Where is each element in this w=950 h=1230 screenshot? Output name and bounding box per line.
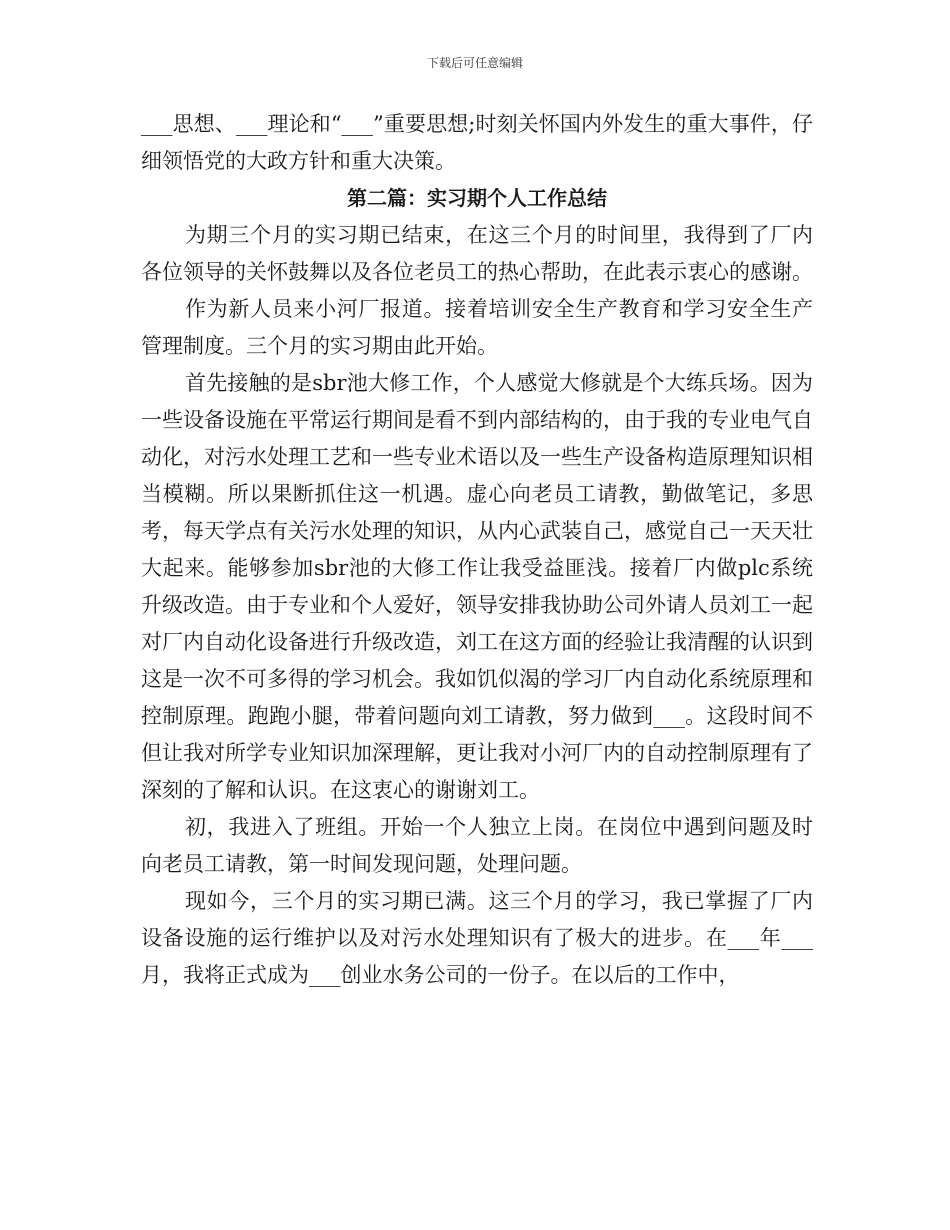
paragraph-conclusion: 现如今，三个月的实习期已满。这三个月的学习，我已掌握了厂内设备设施的运行维护以及对污水处理知识有了极大的进步。在___年___月，我将正式成为___创业水务公司的一份子。在以后的工作中， [141, 889, 813, 987]
header-note: 下载后可任意编辑 [426, 56, 523, 70]
paragraph-intro: 为期三个月的实习期已结束，在这三个月的时间里，我得到了厂内各位领导的关怀鼓舞以及各位老员工的热心帮助，在此表示衷心的感谢。 [141, 223, 813, 284]
section-heading: 第二篇：实习期个人工作总结 [347, 186, 607, 210]
paragraph-continuation: ___思想、___理论和“___”重要思想;时刻关怀国内外发生的重大事件，仔细领悟党的大政方针和重大决策。 [141, 112, 813, 173]
paragraph-arrival: 作为新人员来小河厂报道。接着培训安全生产教育和学习安全生产管理制度。三个月的实习期由此开始。 [141, 297, 813, 358]
paragraph-team: 初，我进入了班组。开始一个人独立上岗。在岗位中遇到问题及时向老员工请教，第一时间发现问题，处理问题。 [141, 815, 813, 876]
paragraph-overhaul: 首先接触的是sbr池大修工作，个人感觉大修就是个大练兵场。因为一些设备设施在平常运行期间是看不到内部结构的，由于我的专业电气自动化，对污水处理工艺和一些专业术语以及一些生产设备构造原理知识相当模糊。所以果断抓住这一机遇。虚心向老员工请教，勤做笔记，多思考，每天学点有关污水处理的知识，从内心武装自己，感觉自己一天天壮大起来。能够参加sbr池的大修工作让我受益匪浅。接着厂内做plc系统升级改造。由于专业和个人爱好，领导安排我协助公司外请人员刘工一起对厂内自动化设备进行升级改造，刘工在这方面的经验让我清醒的认识到这是一次不可多得的学习机会。我如饥似渴的学习厂内自动化系统原理和控制原理。跑跑小腿，带着问题向刘工请教，努力做到___。这段时间不但让我对所学专业知识加深理解，更让我对小河厂内的自动控制原理有了深刻的了解和认识。在这衷心的谢谢刘工。 [141, 371, 813, 802]
document-body [141, 106, 813, 994]
